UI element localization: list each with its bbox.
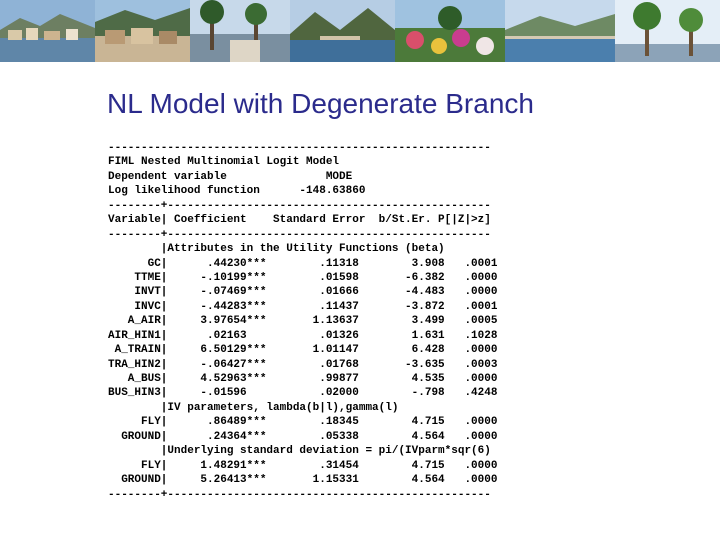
output-line: |IV parameters, lambda(b|l),gamma(l) [108, 401, 399, 414]
output-line: GROUND| 5.26413*** 1.15331 4.564 .0000 [108, 474, 498, 487]
output-line: FLY| .86489*** .18345 4.715 .0000 [108, 416, 498, 429]
output-line: INVT| -.07469*** .01666 -4.483 .0000 [108, 286, 498, 299]
output-line: |Attributes in the Utility Functions (beta) [108, 243, 445, 256]
output-line: FLY| 1.48291*** .31454 4.715 .0000 [108, 459, 498, 472]
output-line: TRA_HIN2| -.06427*** .01768 -3.635 .0003 [108, 358, 498, 371]
output-line: |Underlying standard deviation = pi/(IVparm*sqr(6) [108, 445, 491, 458]
output-line: Log likelihood function -148.63860 [108, 185, 366, 198]
output-line: BUS_HIN3| -.01596 .02000 -.798 .4248 [108, 387, 498, 400]
photo-banner [0, 0, 720, 62]
output-line: A_AIR| 3.97654*** 1.13637 3.499 .0005 [108, 315, 498, 328]
lake-panorama-photo [505, 0, 615, 62]
palm-promenade-photo [190, 0, 290, 62]
lakeside-village-photo [95, 0, 190, 62]
output-line: GROUND| .24364*** .05338 4.564 .0000 [108, 430, 498, 443]
lake-mountains-photo [290, 0, 395, 62]
palm-trees-photo [615, 0, 720, 62]
flower-garden-photo [395, 0, 505, 62]
output-line: AIR_HIN1| .02163 .01326 1.631 .1028 [108, 329, 498, 342]
output-line: FIML Nested Multinomial Logit Model [108, 156, 340, 169]
output-line: GC| .44230*** .11318 3.908 .0001 [108, 257, 498, 270]
output-line: ---------------------------------------------------------- [108, 142, 491, 154]
output-line: --------+------------------------------------------------- [108, 199, 491, 212]
slide-title: NL Model with Degenerate Branch [107, 88, 534, 119]
output-line: Variable| Coefficient Standard Error b/St.Er. P[|Z|>z] [108, 214, 491, 227]
estimation-output [108, 141, 497, 502]
output-line: Dependent variable MODE [108, 170, 353, 183]
output-line: TTME| -.10199*** .01598 -6.382 .0000 [108, 271, 498, 284]
output-line: INVC| -.44283*** .11437 -3.872 .0001 [108, 300, 498, 313]
output-line: --------+------------------------------------------------- [108, 228, 491, 241]
output-line: A_TRAIN| 6.50129*** 1.01147 6.428 .0000 [108, 344, 498, 357]
output-line: --------+------------------------------------------------- [108, 488, 491, 501]
output-line: A_BUS| 4.52963*** .99877 4.535 .0000 [108, 373, 498, 385]
lake-town-photo [0, 0, 95, 62]
